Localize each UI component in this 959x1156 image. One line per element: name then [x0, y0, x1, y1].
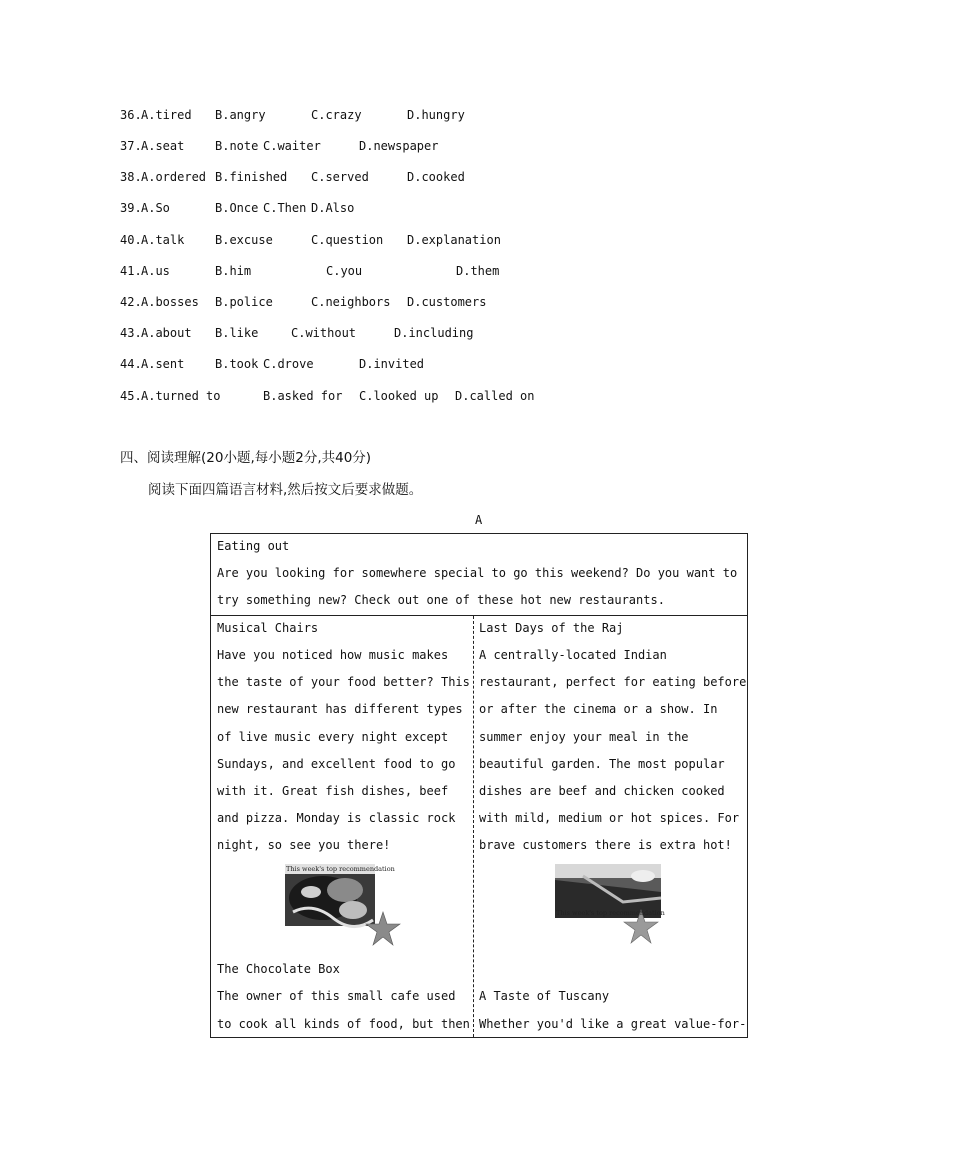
option-a: A.ordered [141, 170, 207, 184]
question-row [120, 136, 439, 156]
ad-intro-line: Are you looking for somewhere special to go this weekend? Do you want to [217, 566, 738, 580]
option-a: A.about [141, 326, 192, 340]
passage-label: A [475, 513, 483, 527]
question-row [120, 167, 465, 187]
option-c: C.drove [263, 357, 314, 371]
question-number: 41. [120, 264, 142, 278]
section-instruction: 阅读下面四篇语言材料,然后按文后要求做题。 [148, 482, 423, 498]
question-number: 36. [120, 108, 142, 122]
option-c: C.crazy [311, 108, 362, 122]
restaurant-name: Last Days of the Raj [479, 621, 624, 635]
option-b: B.note [215, 139, 259, 153]
description-line: A centrally-located Indian [479, 648, 667, 662]
option-d: D.cooked [407, 170, 465, 184]
question-number: 43. [120, 326, 142, 340]
question-row [120, 386, 535, 406]
description-line: and pizza. Monday is classic rock [217, 811, 456, 825]
question-row [120, 261, 500, 281]
option-b: B.finished [215, 170, 288, 184]
option-a: A.us [141, 264, 170, 278]
photo-caption: This week's top recommendation [286, 865, 395, 873]
question-number: 38. [120, 170, 142, 184]
description-line: dishes are beef and chicken cooked [479, 784, 725, 798]
option-b: B.him [215, 264, 252, 278]
option-d: D.Also [311, 201, 355, 215]
option-d: D.called on [455, 389, 535, 403]
option-c: C.without [291, 326, 357, 340]
option-c: C.neighbors [311, 295, 391, 309]
option-c: C.you [326, 264, 363, 278]
question-number: 37. [120, 139, 142, 153]
ad-intro-line: try something new? Check out one of these hot new restaurants. [217, 593, 665, 607]
option-b: B.angry [215, 108, 266, 122]
food-photo [553, 862, 665, 946]
description-line: Sundays, and excellent food to go [217, 757, 456, 771]
ad-title: Eating out [217, 539, 290, 553]
option-a: A.talk [141, 233, 185, 247]
option-d: D.explanation [407, 233, 501, 247]
description-line: with mild, medium or hot spices. For [479, 811, 740, 825]
restaurant-name: The Chocolate Box [217, 962, 340, 976]
option-a: A.tired [141, 108, 192, 122]
option-a: A.seat [141, 139, 185, 153]
option-a: A.So [141, 201, 170, 215]
photo-caption: This week's top recommendation [556, 909, 665, 917]
description-line: of live music every night except [217, 730, 449, 744]
description-line: new restaurant has different types [217, 702, 463, 716]
option-a: A.turned to [141, 389, 221, 403]
option-c: C.question [311, 233, 384, 247]
question-row [120, 105, 465, 125]
question-row [120, 323, 474, 343]
question-number: 45. [120, 389, 142, 403]
option-b: B.asked for [263, 389, 343, 403]
option-a: A.bosses [141, 295, 199, 309]
description-line: brave customers there is extra hot! [479, 838, 732, 852]
option-b: B.police [215, 295, 273, 309]
option-d: D.customers [407, 295, 487, 309]
food-photo-graphic [283, 862, 403, 948]
question-row [120, 230, 501, 250]
question-number: 40. [120, 233, 142, 247]
question-row [120, 198, 355, 218]
description-line: night, so see you there! [217, 838, 391, 852]
option-b: B.took [215, 357, 259, 371]
option-d: D.hungry [407, 108, 465, 122]
description-line: beautiful garden. The most popular [479, 757, 725, 771]
question-number: 44. [120, 357, 142, 371]
food-photo-graphic [553, 862, 665, 946]
option-b: B.excuse [215, 233, 273, 247]
description-line: the taste of your food better? This [217, 675, 470, 689]
option-d: D.including [394, 326, 474, 340]
description-line: summer enjoy your meal in the [479, 730, 689, 744]
description-line: restaurant, perfect for eating before [479, 675, 747, 689]
restaurant-name: Musical Chairs [217, 621, 319, 635]
restaurant-name: A Taste of Tuscany [479, 989, 610, 1003]
option-d: D.invited [359, 357, 425, 371]
option-c: C.Then [263, 201, 307, 215]
description-line: or after the cinema or a show. In [479, 702, 718, 716]
section-heading: 四、阅读理解(20小题,每小题2分,共40分) [120, 450, 372, 466]
header-divider [211, 615, 747, 616]
question-number: 42. [120, 295, 142, 309]
option-c: C.looked up [359, 389, 439, 403]
option-b: B.Once [215, 201, 259, 215]
question-row [120, 354, 425, 374]
description-line: The owner of this small cafe used [217, 989, 456, 1003]
option-d: D.them [456, 264, 500, 278]
description-line: Have you noticed how music makes [217, 648, 449, 662]
column-divider [473, 616, 474, 1037]
option-b: B.like [215, 326, 259, 340]
option-c: C.waiter [263, 139, 321, 153]
description-line: with it. Great fish dishes, beef [217, 784, 449, 798]
description-line: to cook all kinds of food, but then [217, 1017, 470, 1031]
option-d: D.newspaper [359, 139, 439, 153]
option-a: A.sent [141, 357, 185, 371]
restaurant-table [210, 533, 748, 1038]
option-c: C.served [311, 170, 369, 184]
question-number: 39. [120, 201, 142, 215]
description-line: Whether you'd like a great value-for- [479, 1017, 747, 1031]
question-row [120, 292, 487, 312]
food-photo [283, 862, 403, 948]
